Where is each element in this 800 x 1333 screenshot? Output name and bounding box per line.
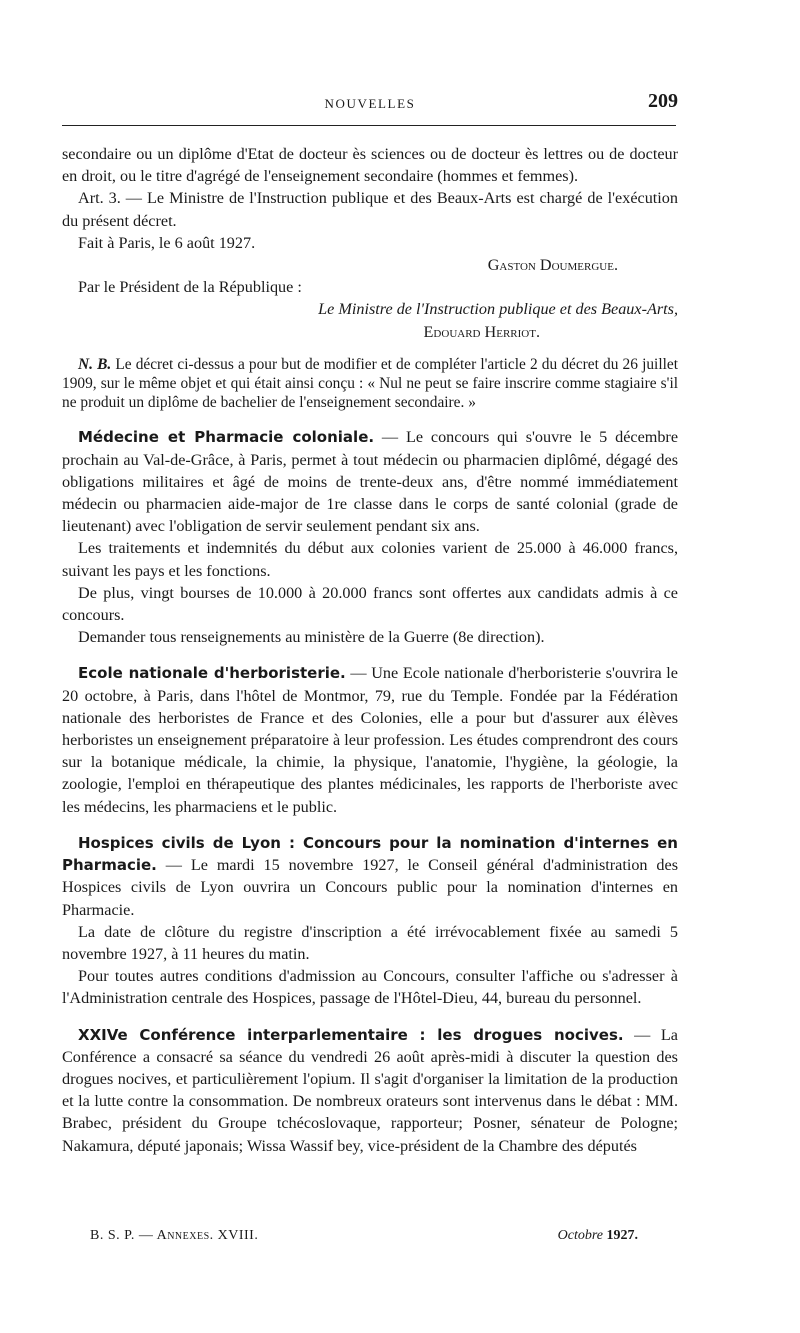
section-paragraph: De plus, vingt bourses de 10.000 à 20.000 francs sont offertes aux candidats admis à ce concours. [62,583,678,625]
section-heading: XXIVe Conférence interparlementaire : les drogues nocives. [78,1025,624,1044]
section-heading: Hospices civils de Lyon : Concours pour la nomination d'internes en Pharmacie. [62,833,678,875]
section-paragraph [62,662,678,817]
section-paragraph [62,1024,678,1157]
section-paragraph: Pour toutes autres conditions d'admission au Concours, consulter l'affiche ou s'adresser à l'Administration centrale des Hospices, passage de l'Hôtel-Dieu, 44, bureau du personnel. [62,967,678,1008]
section-text: — Une Ecole nationale d'herboristerie s'ouvrira le 20 octobre, à Paris, dans l'hôtel de Montmor, 79, rue du Temple. Fondée par la Fédération nationale des herboristes de France et des Colonies, elle a pour but d'assurer aux élèves herboristes un enseignement préparatoire à leur profession. Les études comprendront des cours sur la botanique médicale, la chimie, la physique, l'anatomie, l'hygiène, la géologie, la zoologie, l'emploi en thérapeutique des plantes médicinales, les rapports de l'herboriste avec les médecins, les pharmaciens et le public. [62,664,678,816]
section-text: — La Conférence a consacré sa séance du vendredi 26 août après-midi à discuter la question des drogues nocives, et particulièrement l'opium. Il s'agit d'organiser la limitation de la production et la lutte contre la consommation. De nombreux orateurs sont intervenus dans le débat : MM. Brabec, président du Groupe tchécoslovaque, rapporteur; Posner, sénateur de Pologne; Nakamura, député japonais; Wissa Wassif bey, vice-président de la Chambre des députés [62,1025,678,1155]
running-title: NOUVELLES [324,96,416,111]
footer-journal-ref: B. S. P. — Annexes. XVIII. [90,1228,259,1243]
note-text: Le décret ci-dessus a pour but de modifier et de compléter l'article 2 du décret du 26 juillet 1909, sur le même objet et qui était ainsi conçu : « Nul ne peut se faire inscrire comme stagiaire s'il ne produit un diplôme de bachelier de l'enseignement secondaire. » [62,355,678,412]
section-herboristerie [62,662,678,817]
decree-by-president: Par le Président de la République : [78,278,302,297]
section-medecine-pharmacie [62,426,678,648]
decree-signatory [62,254,678,276]
editorial-note [62,355,678,413]
note-lead: N. B. [78,355,112,373]
footer-year: 1927. [606,1228,638,1243]
section-paragraph: La date de clôture du registre d'inscription a été irrévocablement fixée au samedi 5 novembre 1927, à 11 heures du matin. [62,922,678,963]
header-rule [62,125,676,126]
section-hospices-lyon [62,832,678,1010]
page-body [62,143,678,1157]
page-footer [62,1228,678,1248]
section-paragraph: Les traitements et indemnités du début aux colonies varient de 25.000 à 46.000 francs, suivant les pays et les fonctions. [62,539,678,580]
minister-name-text: Edouard Herriot. [423,322,540,341]
running-head [62,90,678,118]
section-text: — Le concours qui s'ouvre le 5 décembre prochain au Val-de-Grâce, à Paris, permet à tout médecin ou pharmacien diplômé, dégagé des obligations militaires et âgé de moins de trente-deux ans, d'être nommé immédiatement médecin ou pharmacien aide-major de 1re classe dans le corps de santé colonial (grade de lieutenant) avec l'obligation de servir seulement pendant six ans. [62,428,679,536]
footer-month: Octobre [557,1228,603,1243]
decree-article-3: Art. 3. — Le Ministre de l'Instruction publique et des Beaux-Arts est chargé de l'exécution du présent décret. [62,189,678,230]
section-paragraph [62,832,678,921]
section-paragraph: Demander tous renseignements au ministère de la Guerre (8e direction). [78,628,545,647]
decree-continuation: secondaire ou un diplôme d'Etat de docteur ès sciences ou de docteur ès lettres ou de docteur en droit, ou le titre d'agrégé de l'enseignement secondaire (hommes et femmes). [62,145,678,186]
section-paragraph [62,426,678,537]
signatory-name: Gaston Doumergue. [487,256,618,275]
decree-done-at: Fait à Paris, le 6 août 1927. [78,233,256,252]
decree-minister-title: Le Ministre de l'Instruction publique et des Beaux-Arts, [318,300,678,319]
section-heading: Médecine et Pharmacie coloniale. [78,428,375,447]
section-text: — Le mardi 15 novembre 1927, le Conseil général d'administration des Hospices civils de Lyon ouvrira un Concours public pour la nomination d'internes en Pharmacie. [62,856,678,919]
page-number: 209 [648,90,678,112]
section-conference-interparlementaire [62,1024,678,1157]
decree-minister-name [62,321,678,343]
footer-date [558,1228,638,1244]
section-heading: Ecole nationale d'herboristerie. [78,664,346,683]
